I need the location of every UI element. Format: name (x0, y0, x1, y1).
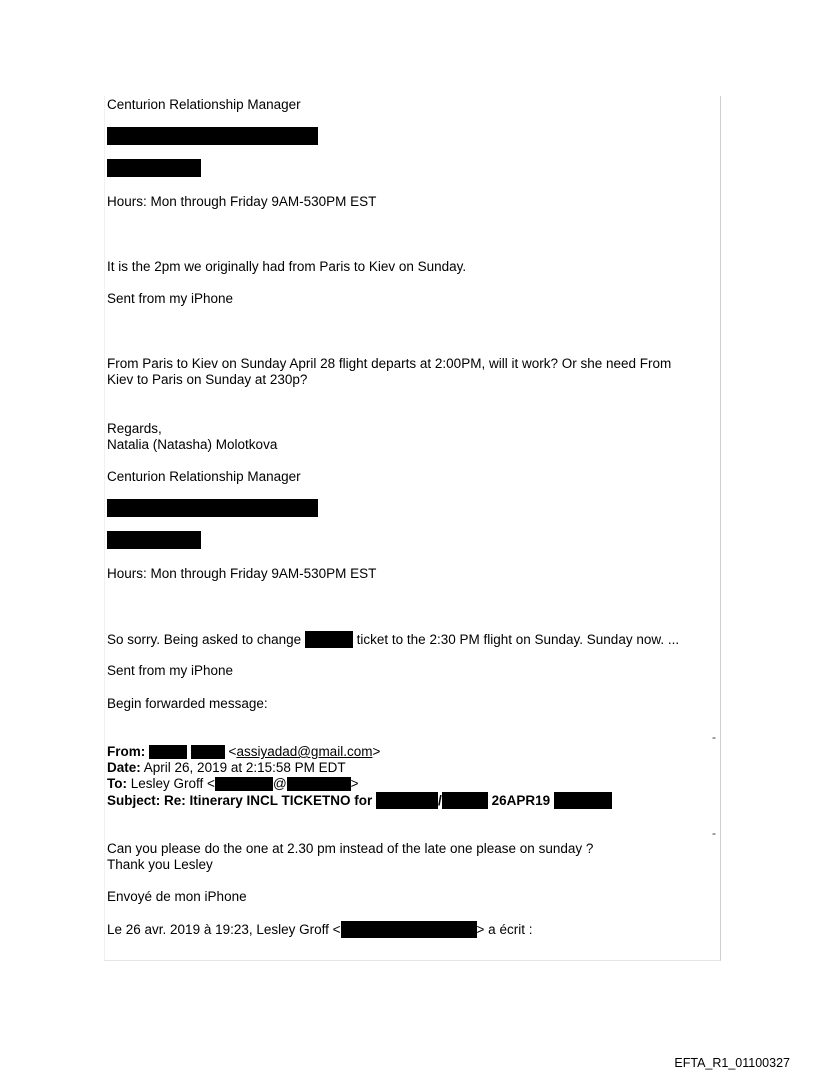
from-email-open: < (228, 744, 237, 759)
redaction-bar (215, 777, 273, 791)
signature-name: Natalia (Natasha) Molotkova (107, 437, 278, 452)
redaction-bar (305, 631, 353, 648)
from-email-link[interactable]: assiyadad@gmail.com (236, 744, 373, 759)
to-at: @ (272, 776, 287, 791)
sorry-text-after: ticket to the 2:30 PM flight on Sunday. Sunday now. ... (356, 632, 680, 647)
hours-text: Hours: Mon through Friday 9AM-530PM EST (107, 194, 377, 209)
message-text: It is the 2pm we originally had from Paris to Kiev on Sunday. (107, 259, 467, 274)
subject-label: Subject: Re: Itinerary INCL TICKETNO for (107, 793, 373, 808)
to-label: To: (107, 776, 127, 791)
quote-header (107, 921, 532, 938)
sent-from-iphone: Sent from my iPhone (107, 291, 234, 306)
date-line (107, 760, 346, 776)
dash-mark: - (712, 730, 716, 744)
quote-header-before: Le 26 avr. 2019 à 19:23, Lesley Groff < (107, 922, 341, 937)
redaction-bar (376, 792, 438, 809)
sent-from-iphone: Sent from my iPhone (107, 663, 234, 678)
subject-line (107, 792, 612, 809)
from-label: From: (107, 744, 146, 759)
to-value: Lesley Groff < (130, 776, 215, 791)
from-line (107, 744, 380, 760)
signature-hours: Hours: Mon through Friday 9AM-530PM EST (107, 566, 377, 581)
redaction-bar (191, 745, 225, 759)
dash-mark: - (712, 826, 716, 840)
redaction-bar (287, 777, 351, 791)
sorry-text-before: So sorry. Being asked to change (107, 632, 302, 647)
email-frame (104, 96, 721, 961)
reply-line-1: Can you please do the one at 2.30 pm instead of the late one please on sunday ? (107, 841, 594, 856)
question-line-2: Kiev to Paris on Sunday at 230p? (107, 372, 308, 387)
redaction-bar (442, 792, 488, 809)
document-id: EFTA_R1_01100327 (674, 1056, 790, 1070)
subject-date: 26APR19 (491, 793, 551, 808)
redaction-bar (341, 921, 477, 938)
from-email-close: > (372, 744, 381, 759)
subject-slash: / (438, 793, 442, 808)
date-value: April 26, 2019 at 2:15:58 PM EDT (143, 760, 346, 775)
quote-header-after: > a écrit : (476, 922, 533, 937)
signature-title: Centurion Relationship Manager (107, 469, 301, 484)
date-label: Date: (107, 760, 141, 775)
redaction-bar (554, 792, 612, 809)
to-line (107, 776, 359, 792)
redaction-bar (107, 531, 201, 549)
to-close: > (350, 776, 359, 791)
sorry-text (107, 631, 679, 648)
redaction-bar (149, 745, 187, 759)
redaction-bar (107, 499, 318, 517)
begin-forwarded: Begin forwarded message: (107, 696, 268, 711)
reply-line-2: Thank you Lesley (107, 857, 213, 872)
question-line-1: From Paris to Kiev on Sunday April 28 flight departs at 2:00PM, will it work? Or she need From (107, 356, 672, 371)
title-text: Centurion Relationship Manager (107, 97, 301, 112)
redaction-bar (107, 159, 201, 177)
envoye-text: Envoyé de mon iPhone (107, 889, 247, 904)
redaction-bar (107, 127, 318, 145)
regards-text: Regards, (107, 421, 162, 436)
